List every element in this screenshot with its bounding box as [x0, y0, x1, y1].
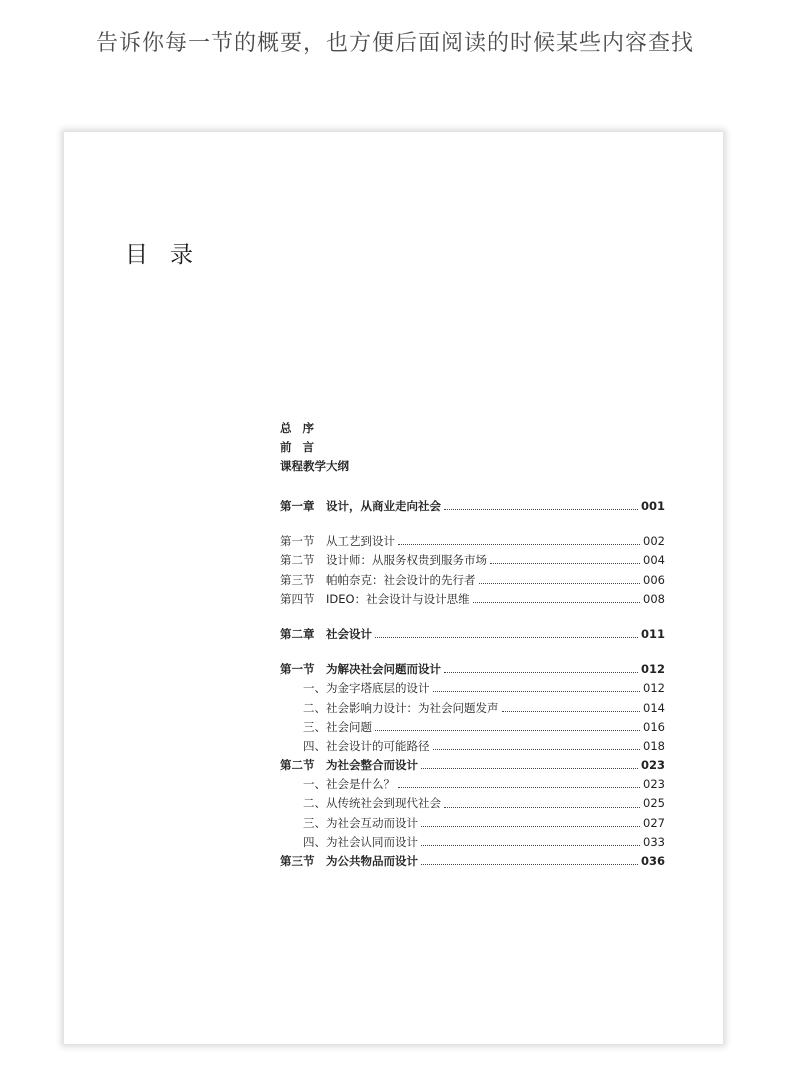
dot-leader: [421, 845, 640, 846]
caption-text: 告诉你每一节的概要，也方便后面阅读的时候某些内容查找: [95, 31, 694, 56]
entry-page: 033: [643, 834, 665, 849]
entry-page: 036: [640, 854, 665, 868]
entry-page: 012: [640, 662, 665, 677]
entry-number: 三、: [303, 719, 326, 734]
entry-page: 023: [643, 777, 665, 792]
entry-label: 社会问题: [326, 719, 372, 734]
toc-chapter-1: [280, 497, 665, 516]
dot-leader: [375, 730, 640, 731]
dot-leader: [421, 826, 640, 827]
entry-page: 016: [643, 719, 665, 734]
toc-section: [280, 532, 665, 551]
dot-leader: [479, 583, 641, 584]
entry-label: 设计，从商业走向社会: [326, 499, 441, 513]
entry-page: 027: [643, 815, 665, 830]
entry-label: 设计师：从服务权贵到服务市场: [326, 553, 487, 568]
toc-section: [280, 571, 665, 590]
entry-label: IDEO：社会设计与设计思维: [326, 591, 470, 606]
entry-label: 为金字塔底层的设计: [326, 681, 430, 696]
entry-number: 四、: [303, 834, 326, 849]
dot-leader: [421, 768, 638, 769]
entry-number: 二、: [303, 796, 326, 811]
table-of-contents: [280, 419, 665, 871]
entry-number: 第一节: [280, 662, 315, 677]
dot-leader: [398, 787, 640, 788]
entry-label: 社会设计的可能路径: [326, 738, 430, 753]
toc-section: [280, 551, 665, 570]
front-matter-preface: 总序: [280, 421, 325, 435]
entry-page: 008: [643, 591, 665, 606]
dot-leader: [444, 672, 638, 673]
entry-number: 第二章: [280, 626, 315, 641]
book-page: [64, 132, 723, 1044]
toc-subsection: [280, 814, 665, 833]
entry-label: 为社会整合而设计: [326, 758, 418, 773]
entry-label: 为社会认同而设计: [326, 834, 418, 849]
entry-page: 011: [640, 626, 665, 641]
front-matter-foreword: 前言: [280, 440, 325, 454]
dot-leader: [433, 749, 641, 750]
entry-number: 第二节: [280, 758, 315, 773]
toc-subsection: [280, 699, 665, 718]
entry-number: 第三节: [280, 854, 315, 868]
entry-number: 第一章: [280, 499, 315, 513]
entry-number: 二、: [303, 700, 326, 715]
dot-leader: [444, 807, 640, 808]
entry-number: 三、: [303, 815, 326, 830]
dot-leader: [502, 711, 641, 712]
entry-page: 014: [643, 700, 665, 715]
entry-number: 四、: [303, 738, 326, 753]
entry-label: 社会是什么？: [326, 777, 395, 792]
entry-label: 为社会互动而设计: [326, 815, 418, 830]
dot-leader: [444, 509, 638, 510]
toc-chapter-2: [280, 625, 665, 644]
toc-section: [280, 756, 665, 775]
entry-label: 帕帕奈克：社会设计的先行者: [326, 572, 476, 587]
entry-number: 一、: [303, 777, 326, 792]
dot-leader: [490, 563, 640, 564]
entry-page: 025: [643, 796, 665, 811]
dot-leader: [398, 544, 640, 545]
entry-page: 002: [643, 534, 665, 549]
toc-subsection: [280, 775, 665, 794]
entry-label: 为公共物品而设计: [326, 854, 418, 868]
entry-page: 012: [643, 681, 665, 696]
entry-label: 从工艺到设计: [326, 534, 395, 549]
entry-number: 第三节: [280, 572, 315, 587]
toc-section: [280, 590, 665, 609]
dot-leader: [375, 637, 638, 638]
entry-label: 社会设计: [326, 626, 372, 641]
entry-label: 社会影响力设计：为社会问题发声: [326, 700, 499, 715]
front-matter-syllabus: 课程教学大纲: [280, 459, 349, 473]
toc-section: [280, 660, 665, 679]
toc-section: [280, 852, 665, 871]
dot-leader: [473, 602, 640, 603]
entry-number: 一、: [303, 681, 326, 696]
toc-subsection: [280, 794, 665, 813]
entry-page: 018: [643, 738, 665, 753]
toc-subsection: [280, 737, 665, 756]
page-title: 目录: [125, 242, 215, 268]
toc-subsection: [280, 679, 665, 698]
entry-number: 第一节: [280, 534, 315, 549]
toc-subsection: [280, 718, 665, 737]
dot-leader: [433, 691, 641, 692]
entry-page: 006: [643, 572, 665, 587]
dot-leader: [421, 864, 638, 865]
entry-page: 001: [640, 499, 665, 513]
entry-number: 第二节: [280, 553, 315, 568]
entry-label: 从传统社会到现代社会: [326, 796, 441, 811]
entry-page: 023: [640, 758, 665, 773]
toc-subsection: [280, 833, 665, 852]
entry-page: 004: [643, 553, 665, 568]
entry-label: 为解决社会问题而设计: [326, 662, 441, 677]
entry-number: 第四节: [280, 591, 315, 606]
